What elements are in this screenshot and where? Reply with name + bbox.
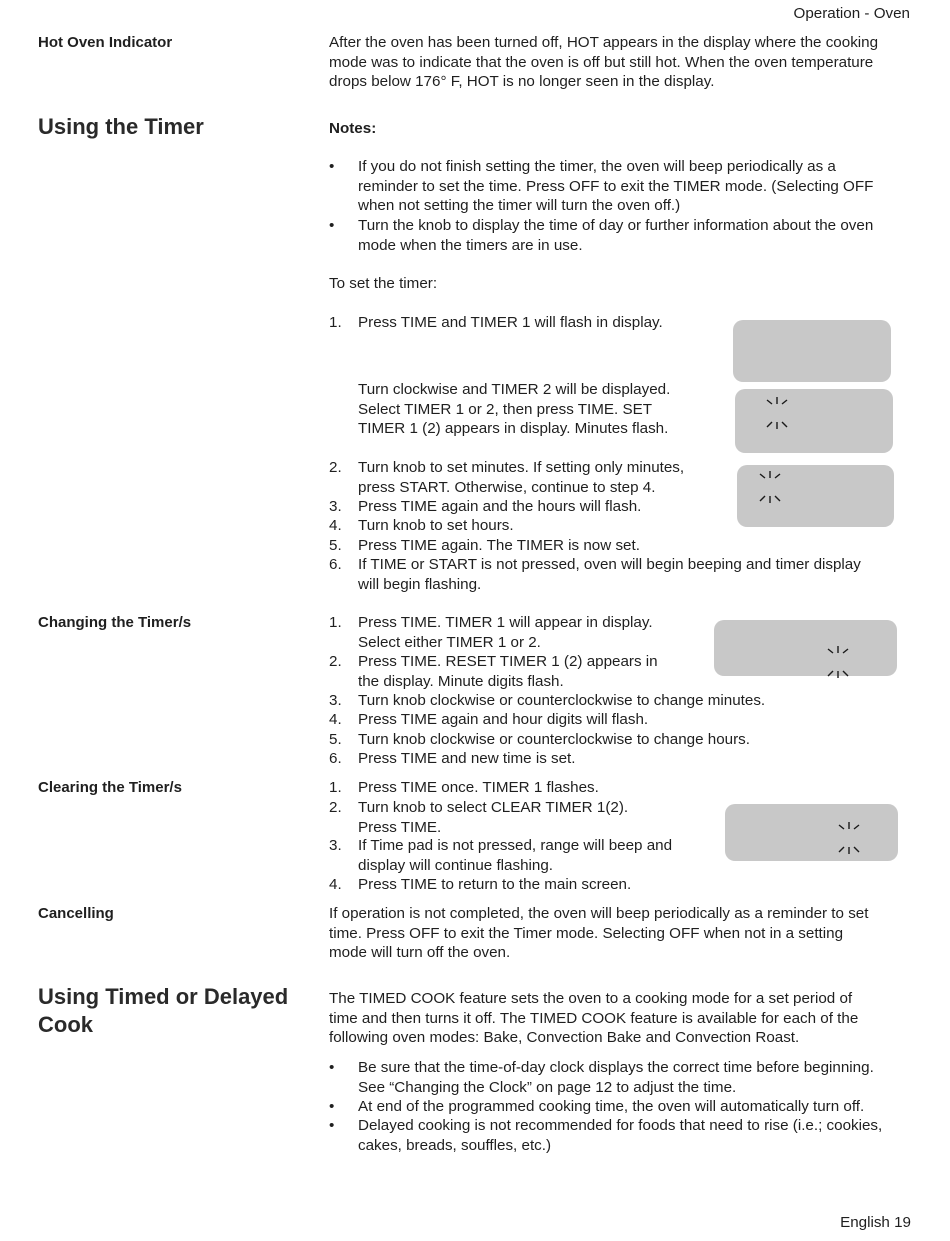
text-line: cakes, breads, souffles, etc.) xyxy=(358,1136,552,1154)
step-number: 5. xyxy=(329,537,342,554)
text-line: when not setting the timer will turn the oven off.) xyxy=(358,197,681,214)
display-panel xyxy=(733,320,891,382)
hot-oven-indicator-label: Hot Oven Indicator xyxy=(38,34,173,51)
flashing-indicator-icon xyxy=(835,818,863,860)
text-line: time and then turns it off. The TIMED COOK feature is available for each of the xyxy=(329,1009,859,1027)
step-number: 4. xyxy=(329,876,342,893)
to-set-timer-text: To set the timer: xyxy=(329,275,438,292)
text-line: Press TIME. TIMER 1 will appear in display. xyxy=(358,614,653,631)
text-line: TIMER 1 (2) appears in display. Minutes flash. xyxy=(358,420,669,437)
text-line: If TIME or START is not pressed, oven will begin beeping and timer display xyxy=(358,556,861,573)
list-item xyxy=(329,536,729,556)
text-line: the display. Minute digits flash. xyxy=(358,672,564,690)
display-panel xyxy=(714,620,897,676)
display-panel xyxy=(725,804,898,861)
using-timer-heading: Using the Timer xyxy=(38,114,204,139)
list-item xyxy=(329,516,729,536)
display-panel xyxy=(737,465,894,527)
list-item xyxy=(329,875,929,895)
list-item xyxy=(329,730,929,750)
list-item xyxy=(329,798,709,838)
text-line: Press TIME to return to the main screen. xyxy=(358,876,632,893)
bullet-item xyxy=(329,1097,929,1117)
list-item xyxy=(329,778,709,798)
text-line: following oven modes: Bake, Convection Bake and Convection Roast. xyxy=(329,1029,800,1046)
text-line: mode will turn off the oven. xyxy=(329,944,511,961)
list-item xyxy=(329,555,929,595)
text-line: Press TIME again and the hours will flash. xyxy=(358,498,642,515)
text-line: Press TIME and new time is set. xyxy=(358,750,576,767)
note-item xyxy=(329,216,929,256)
note-item xyxy=(329,157,929,217)
step-number: 3. xyxy=(329,498,342,515)
heading-line: Using Timed or Delayed xyxy=(38,984,289,1009)
bullet: • xyxy=(329,1059,335,1076)
text-line: After the oven has been turned off, HOT appears in the display where the cooking xyxy=(329,34,879,51)
step-number: 3. xyxy=(329,692,342,709)
step-number: 1. xyxy=(329,614,342,631)
step-number: 5. xyxy=(329,731,342,748)
page-header: Operation - Oven xyxy=(793,5,910,22)
text-line: See “Changing the Clock” on page 12 to adjust the time. xyxy=(358,1078,737,1096)
flashing-indicator-icon xyxy=(763,393,791,435)
step-number: 2. xyxy=(329,653,342,670)
list-item xyxy=(329,652,709,692)
bullet: • xyxy=(329,158,335,175)
text-line: Press TIME again and hour digits will flash. xyxy=(358,711,649,728)
step-number: 3. xyxy=(329,837,342,854)
text-line: Turn knob clockwise or counterclockwise to change hours. xyxy=(358,731,750,748)
bullet: • xyxy=(329,1098,335,1115)
text-line: Press TIME. RESET TIMER 1 (2) appears in xyxy=(358,653,658,670)
list-item xyxy=(329,380,729,440)
text-line: mode was to indicate that the oven is off but still hot. When the oven temperature xyxy=(329,53,874,71)
step-number: 6. xyxy=(329,750,342,767)
text-line: display will continue flashing. xyxy=(358,856,554,874)
cancelling-label: Cancelling xyxy=(38,905,114,922)
flashing-indicator-icon xyxy=(824,642,852,676)
list-item xyxy=(329,497,729,517)
text-line: If operation is not completed, the oven will beep periodically as a reminder to set xyxy=(329,905,869,922)
list-item xyxy=(329,749,929,769)
heading-line: Cook xyxy=(38,1012,93,1037)
step-number: 1. xyxy=(329,779,342,796)
text-line: press START. Otherwise, continue to step 4. xyxy=(358,478,656,496)
text-line: Be sure that the time-of-day clock displays the correct time before beginning. xyxy=(358,1059,874,1076)
text-line: mode when the timers are in use. xyxy=(358,236,583,254)
step-number: 4. xyxy=(329,517,342,534)
clearing-timer-label: Clearing the Timer/s xyxy=(38,779,182,796)
text-line: Turn knob to set hours. xyxy=(358,517,514,534)
bullet: • xyxy=(329,217,335,234)
text-line: Press TIME again. The TIMER is now set. xyxy=(358,537,640,554)
timed-cook-text xyxy=(329,989,909,1048)
text-line: time. Press OFF to exit the Timer mode. Selecting OFF when not in a setting xyxy=(329,924,844,942)
text-line: At end of the programmed cooking time, the oven will automatically turn off. xyxy=(358,1098,865,1115)
text-line: Press TIME and TIMER 1 will flash in display. xyxy=(358,314,663,331)
list-item xyxy=(329,613,709,653)
text-line: reminder to set the time. Press OFF to exit the TIMER mode. (Selecting OFF xyxy=(358,177,874,195)
text-line: If you do not finish setting the timer, the oven will beep periodically as a xyxy=(358,158,836,175)
changing-timer-label: Changing the Timer/s xyxy=(38,614,192,631)
list-item xyxy=(329,313,729,333)
step-number: 6. xyxy=(329,556,342,573)
timed-cook-heading xyxy=(38,983,288,1039)
step-number: 2. xyxy=(329,799,342,816)
bullet-item xyxy=(329,1058,929,1098)
text-line: Select TIMER 1 or 2, then press TIME. SET xyxy=(358,400,653,418)
notes-label: Notes: xyxy=(329,120,377,137)
text-line: Turn knob clockwise or counterclockwise to change minutes. xyxy=(358,692,766,709)
text-line: Turn knob to set minutes. If setting only minutes, xyxy=(358,459,685,476)
text-line: drops below 176° F, HOT is no longer seen in the display. xyxy=(329,73,715,90)
text-line: Turn the knob to display the time of day or further information about the oven xyxy=(358,217,874,234)
text-line: The TIMED COOK feature sets the oven to a cooking mode for a set period of xyxy=(329,990,853,1007)
display-panel xyxy=(735,389,893,453)
list-item xyxy=(329,710,929,730)
step-number: 1. xyxy=(329,314,342,331)
text-line: Turn clockwise and TIMER 2 will be displayed. xyxy=(358,381,671,398)
text-line: Turn knob to select CLEAR TIMER 1(2). xyxy=(358,799,629,816)
list-item xyxy=(329,458,729,498)
step-number: 2. xyxy=(329,459,342,476)
step-number: 4. xyxy=(329,711,342,728)
text-line: will begin flashing. xyxy=(358,575,482,593)
hot-oven-indicator-text xyxy=(329,33,909,92)
text-line: Delayed cooking is not recommended for foods that need to rise (i.e.; cookies, xyxy=(358,1117,883,1134)
text-line: Press TIME. xyxy=(358,818,442,836)
page-number: English 19 xyxy=(840,1214,911,1231)
text-line: Press TIME once. TIMER 1 flashes. xyxy=(358,779,599,796)
bullet-item xyxy=(329,1116,929,1156)
list-item xyxy=(329,836,709,876)
flashing-indicator-icon xyxy=(756,467,784,509)
cancelling-text xyxy=(329,904,909,963)
text-line: Select either TIMER 1 or 2. xyxy=(358,633,541,651)
text-line: If Time pad is not pressed, range will beep and xyxy=(358,837,673,854)
list-item xyxy=(329,691,929,711)
bullet: • xyxy=(329,1117,335,1134)
